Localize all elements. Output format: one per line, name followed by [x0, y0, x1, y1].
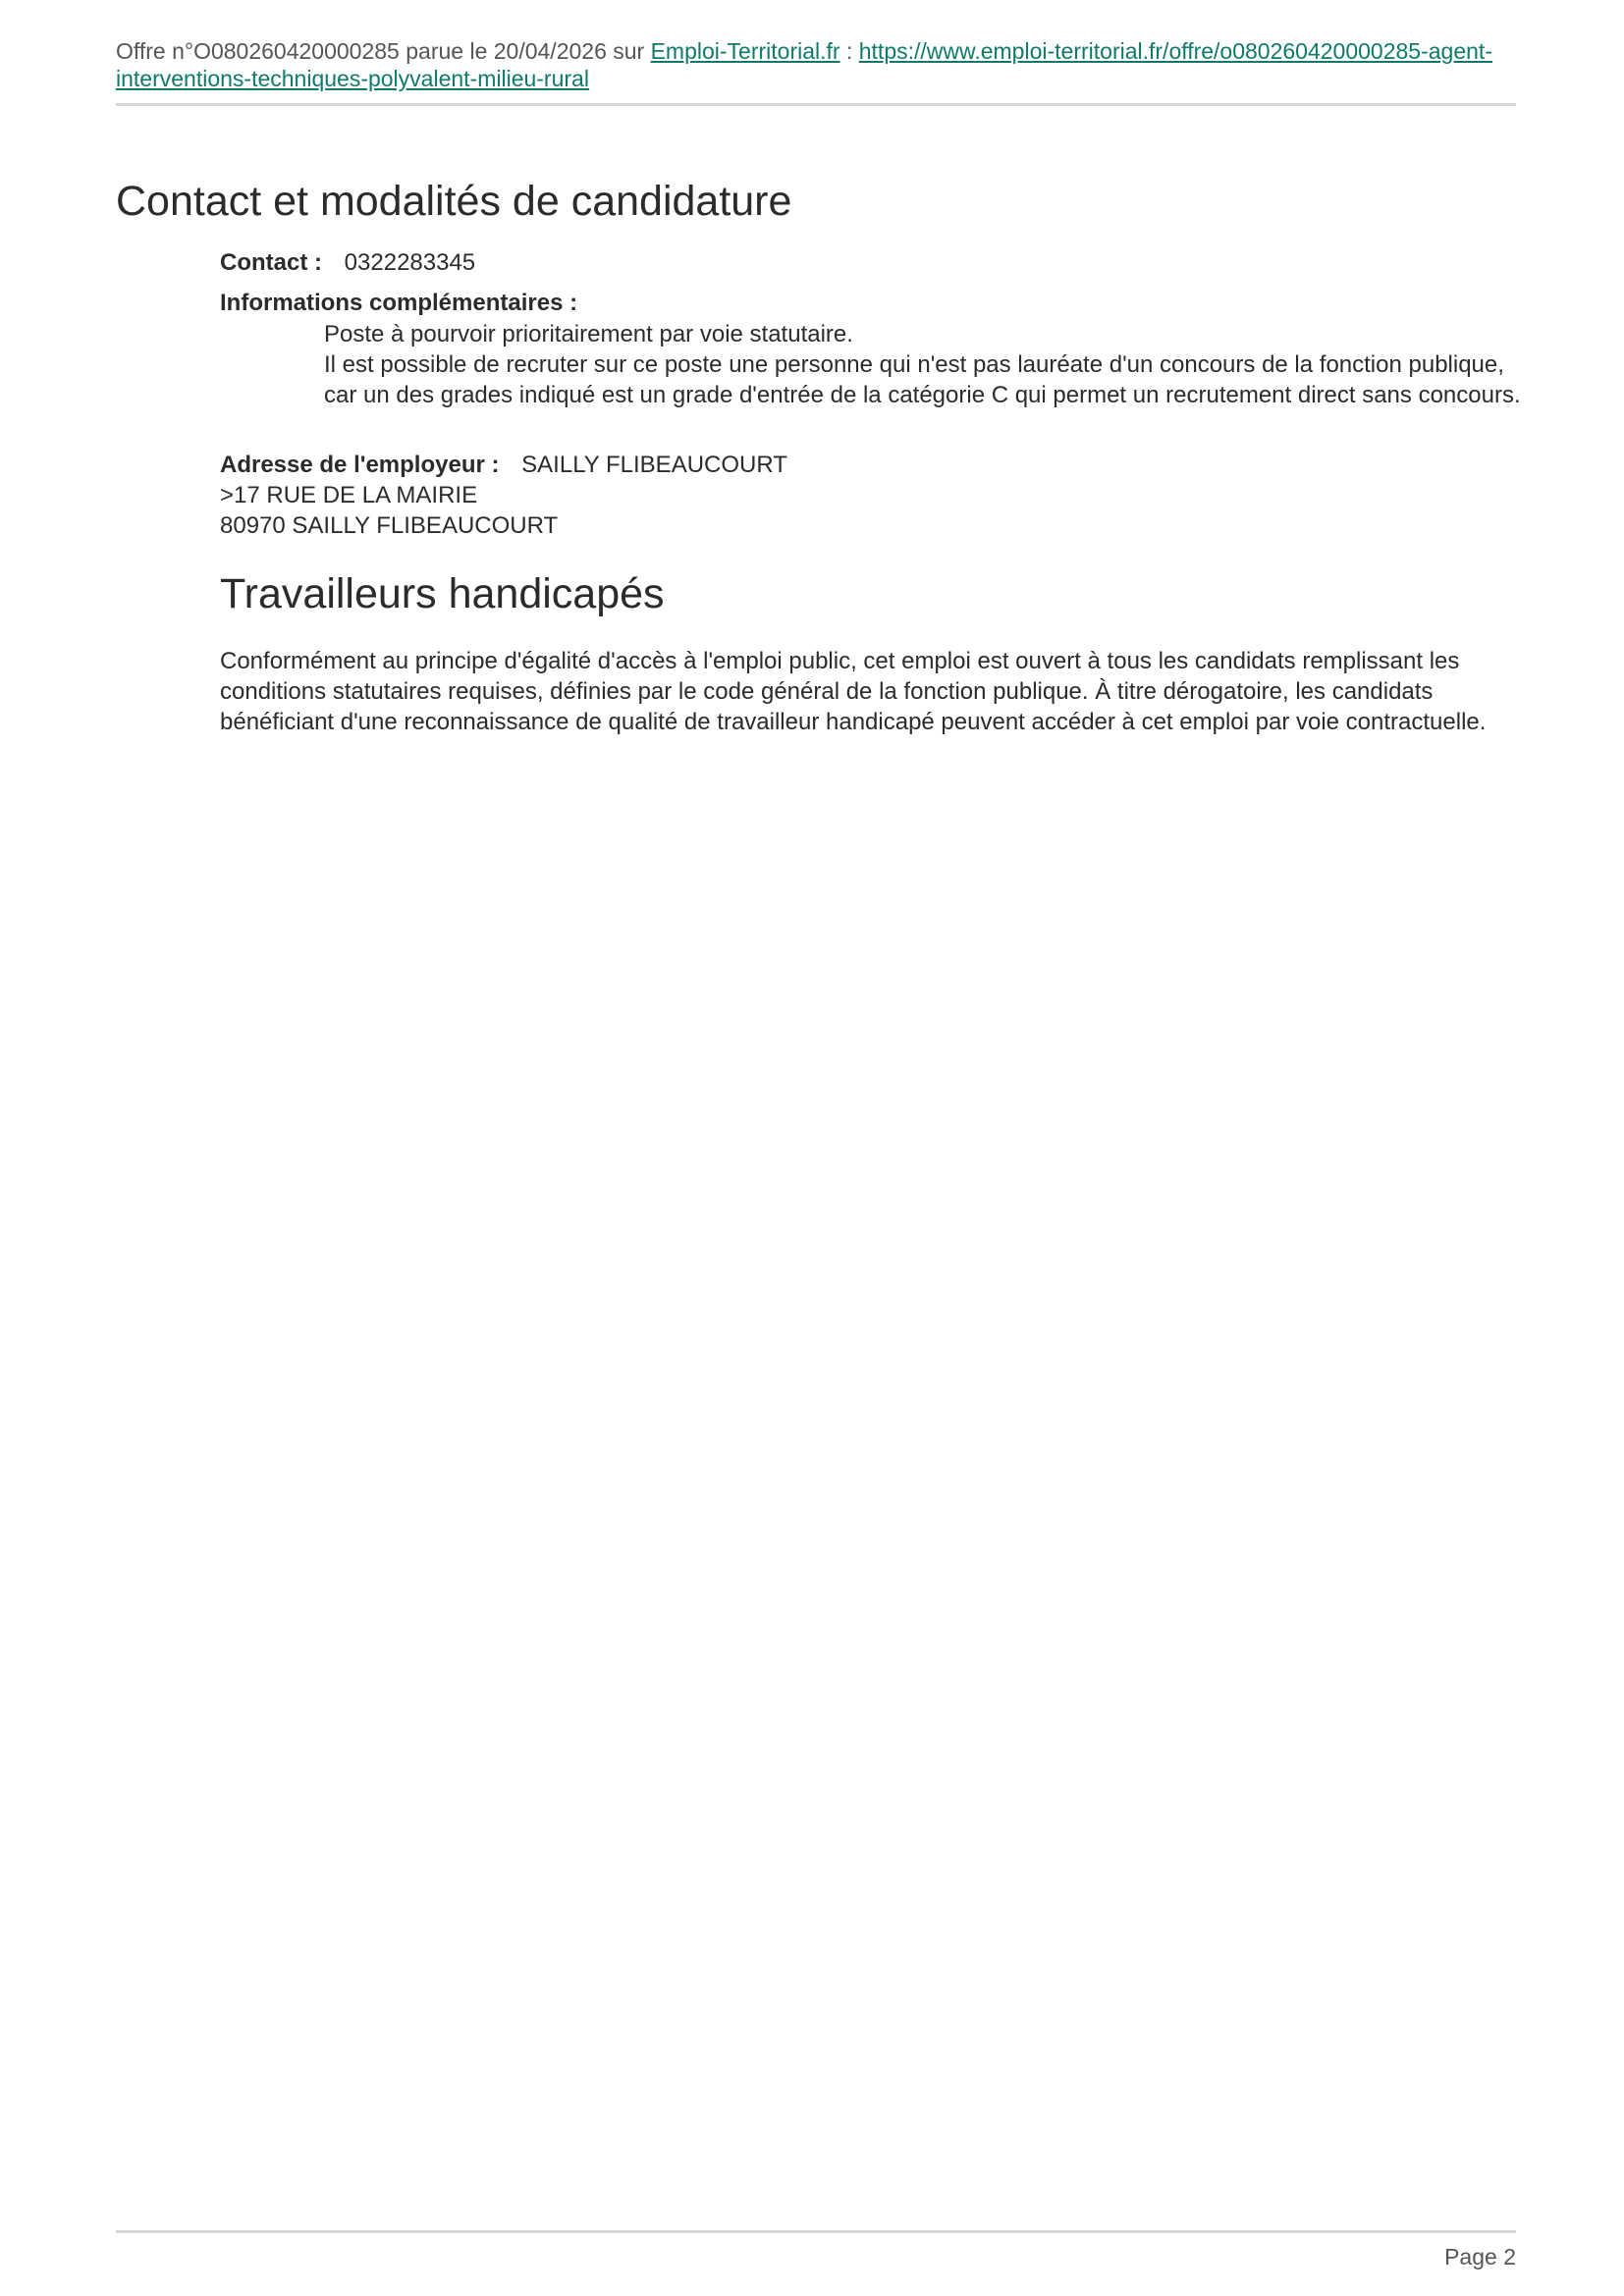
- site-link[interactable]: Emploi-Territorial.fr: [650, 38, 840, 64]
- address-name: SAILLY FLIBEAUCOURT: [521, 452, 787, 478]
- info-text: [324, 319, 1522, 410]
- page-number: Page 2: [1444, 2244, 1516, 2269]
- contact-label: Contact :: [220, 249, 322, 276]
- section-title: Contact et modalités de candidature: [116, 178, 792, 225]
- contact-value: 0322283345: [344, 249, 476, 276]
- handicap-text: Conformément au principe d'égalité d'accès à l'emploi public, cet emploi est ouvert à tous les candidats remplissant les conditions statutaires requises, définies par le code général de la fonction publique. À titre dérogatoire, les candidats bénéficiant d'une reconnaissance de qualité de travailleur handicapé peuvent accéder à cet emploi par voie contractuelle.: [220, 648, 1487, 735]
- address-label: Adresse de l'employeur :: [220, 452, 500, 478]
- offer-url-link[interactable]: https://www.emploi-territorial.fr/offre/o080260420000285-agent-interventions-techniques-polyvalent-milieu-rural: [116, 38, 1492, 91]
- info-label: [220, 288, 593, 318]
- info-label-text: Informations complémentaires :: [220, 290, 578, 316]
- offer-reference: Offre n°O080260420000285 parue le 20/04/2026 sur: [116, 38, 645, 64]
- contact-line: [220, 247, 475, 278]
- info-line-2: Il est possible de recruter sur ce poste une personne qui n'est pas lauréate d'un concours de la fonction publique, car un des grades indiqué est un grade d'entrée de la catégorie C qui permet un recrutement direct sans concours.: [324, 351, 1521, 408]
- address-street: >17 RUE DE LA MAIRIE: [220, 482, 478, 508]
- header-divider: [116, 103, 1516, 106]
- footer-divider: [116, 2230, 1516, 2233]
- info-line-1: Poste à pourvoir prioritairement par voie statutaire.: [324, 321, 853, 347]
- handicap-title: Travailleurs handicapés: [220, 570, 665, 617]
- address-city: 80970 SAILLY FLIBEAUCOURT: [220, 512, 559, 539]
- page-header: [116, 37, 1516, 92]
- header-separator: :: [845, 38, 853, 64]
- employer-address: [220, 450, 787, 541]
